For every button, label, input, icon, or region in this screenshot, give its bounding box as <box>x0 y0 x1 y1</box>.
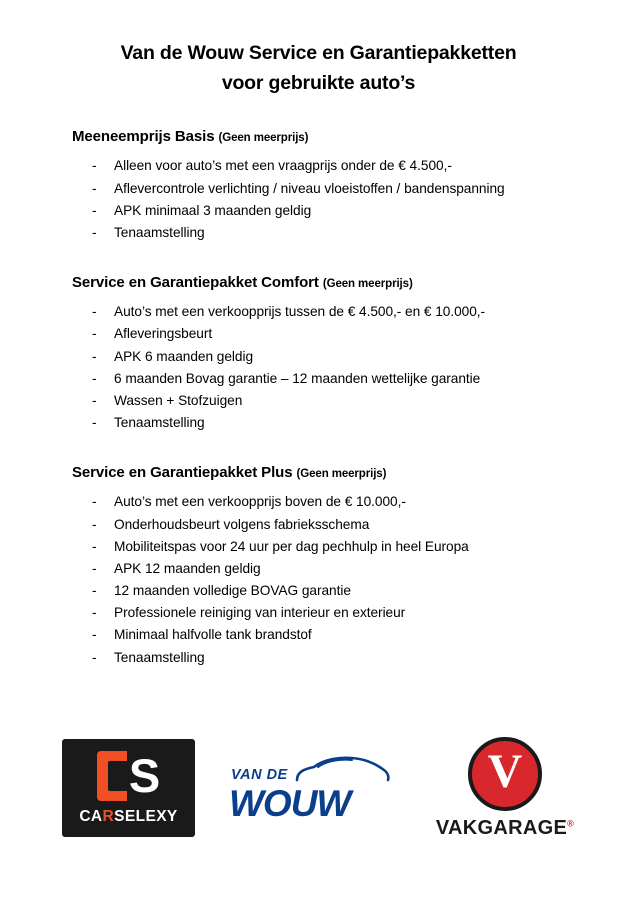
list-item-text: Afleveringsbeurt <box>114 326 213 342</box>
section-basis <box>40 128 597 244</box>
list-item <box>92 412 597 434</box>
section-heading-plus <box>40 464 597 481</box>
carselexy-s-letter: S <box>128 748 161 802</box>
wouw-wordmark: WOUW <box>229 783 351 824</box>
list-item <box>92 580 597 602</box>
list-item-text: 12 maanden volledige BOVAG garantie <box>114 583 351 599</box>
list-item <box>92 178 597 200</box>
carselexy-logo <box>62 739 195 837</box>
wouw-top-text: VAN DE <box>231 766 288 783</box>
wouw-logo <box>229 745 401 831</box>
section-items-basis <box>40 155 597 244</box>
list-item-text: Professionele reiniging van interieur en exterieur <box>114 605 406 621</box>
list-item <box>92 647 597 669</box>
section-heading-note: (Geen meerprijs) <box>296 468 387 481</box>
section-heading-text: Meeneemprijs Basis <box>72 128 215 146</box>
bullet-dash: - <box>92 516 97 532</box>
carselexy-word-accent: R <box>102 807 115 825</box>
bullet-dash: - <box>92 627 97 643</box>
section-heading-note: (Geen meerprijs) <box>322 278 413 291</box>
bullet-dash: - <box>92 202 97 218</box>
section-heading-comfort <box>40 274 597 291</box>
list-item <box>92 301 597 323</box>
bullet-dash: - <box>92 494 97 510</box>
page-title <box>40 38 597 98</box>
section-plus <box>40 464 597 669</box>
list-item-text: Alleen voor auto’s met een vraagprijs onder de € 4.500,- <box>114 158 452 174</box>
section-heading-text: Service en Garantiepakket Comfort <box>72 274 319 292</box>
list-item <box>92 222 597 244</box>
bullet-dash: - <box>92 180 97 196</box>
list-item-text: 6 maanden Bovag garantie – 12 maanden wettelijke garantie <box>114 370 481 386</box>
vakgarage-wordmark <box>436 817 574 840</box>
list-item-text: Tenaamstelling <box>114 649 205 665</box>
list-item-text: Mobiliteitspas voor 24 uur per dag pechhulp in heel Europa <box>114 538 469 554</box>
carselexy-word-prefix: CA <box>79 807 103 825</box>
list-item <box>92 536 597 558</box>
title-line-1: Van de Wouw Service en Garantiepakketten <box>120 42 517 64</box>
bullet-dash: - <box>92 649 97 665</box>
logo-row <box>0 734 637 842</box>
bullet-dash: - <box>92 392 97 408</box>
list-item-text: Auto’s met een verkoopprijs tussen de € 4.500,- en € 10.000,- <box>114 304 486 320</box>
list-item <box>92 602 597 624</box>
bullet-dash: - <box>92 370 97 386</box>
section-heading-basis <box>40 128 597 145</box>
list-item-text: Aflevercontrole verlichting / niveau vloeistoffen / bandenspanning <box>114 180 505 196</box>
bullet-dash: - <box>92 538 97 554</box>
list-item <box>92 624 597 646</box>
list-item-text: Minimaal halfvolle tank brandstof <box>114 627 312 643</box>
list-item-text: APK 12 maanden geldig <box>114 560 261 576</box>
list-item <box>92 558 597 580</box>
wouw-top-row <box>231 754 390 784</box>
list-item-text: Tenaamstelling <box>114 225 205 240</box>
carselexy-word-suffix: SELEXY <box>114 807 178 825</box>
list-item <box>92 155 597 177</box>
bullet-dash: - <box>92 158 97 174</box>
section-heading-text: Service en Garantiepakket Plus <box>72 464 293 482</box>
list-item-text: Auto’s met een verkoopprijs boven de € 10.000,- <box>114 494 406 510</box>
vakgarage-logo <box>435 736 575 840</box>
carselexy-wordmark <box>79 808 177 826</box>
bullet-dash: - <box>92 225 97 240</box>
car-outline-icon <box>294 754 390 784</box>
bullet-dash: - <box>92 605 97 621</box>
bullet-dash: - <box>92 304 97 320</box>
list-item-text: APK minimaal 3 maanden geldig <box>114 202 312 218</box>
title-line-2: voor gebruikte auto’s <box>221 72 416 95</box>
bullet-dash: - <box>92 583 97 599</box>
bullet-dash: - <box>92 415 97 431</box>
vakgarage-word-text: VAKGARAGE <box>435 816 568 839</box>
list-item <box>92 514 597 536</box>
vakgarage-badge-icon <box>468 737 542 811</box>
list-item <box>92 346 597 368</box>
bullet-dash: - <box>92 326 97 342</box>
list-item <box>92 368 597 390</box>
carselexy-c-shape <box>97 751 127 801</box>
section-heading-note: (Geen meerprijs) <box>218 132 309 145</box>
section-comfort <box>40 274 597 434</box>
registered-mark: ® <box>567 817 575 828</box>
list-item <box>92 390 597 412</box>
list-item-text: Onderhoudsbeurt volgens fabrieksschema <box>114 516 370 532</box>
list-item <box>92 200 597 222</box>
list-item-text: Wassen + Stofzuigen <box>114 392 243 408</box>
section-items-comfort <box>40 301 597 434</box>
list-item <box>92 323 597 345</box>
list-item-text: APK 6 maanden geldig <box>114 348 254 364</box>
list-item <box>92 491 597 513</box>
list-item-text: Tenaamstelling <box>114 415 205 431</box>
section-items-plus <box>40 491 597 669</box>
carselexy-mark-icon <box>97 748 161 802</box>
vakgarage-badge-letter: V <box>487 744 523 798</box>
bullet-dash: - <box>92 560 97 576</box>
bullet-dash: - <box>92 348 97 364</box>
